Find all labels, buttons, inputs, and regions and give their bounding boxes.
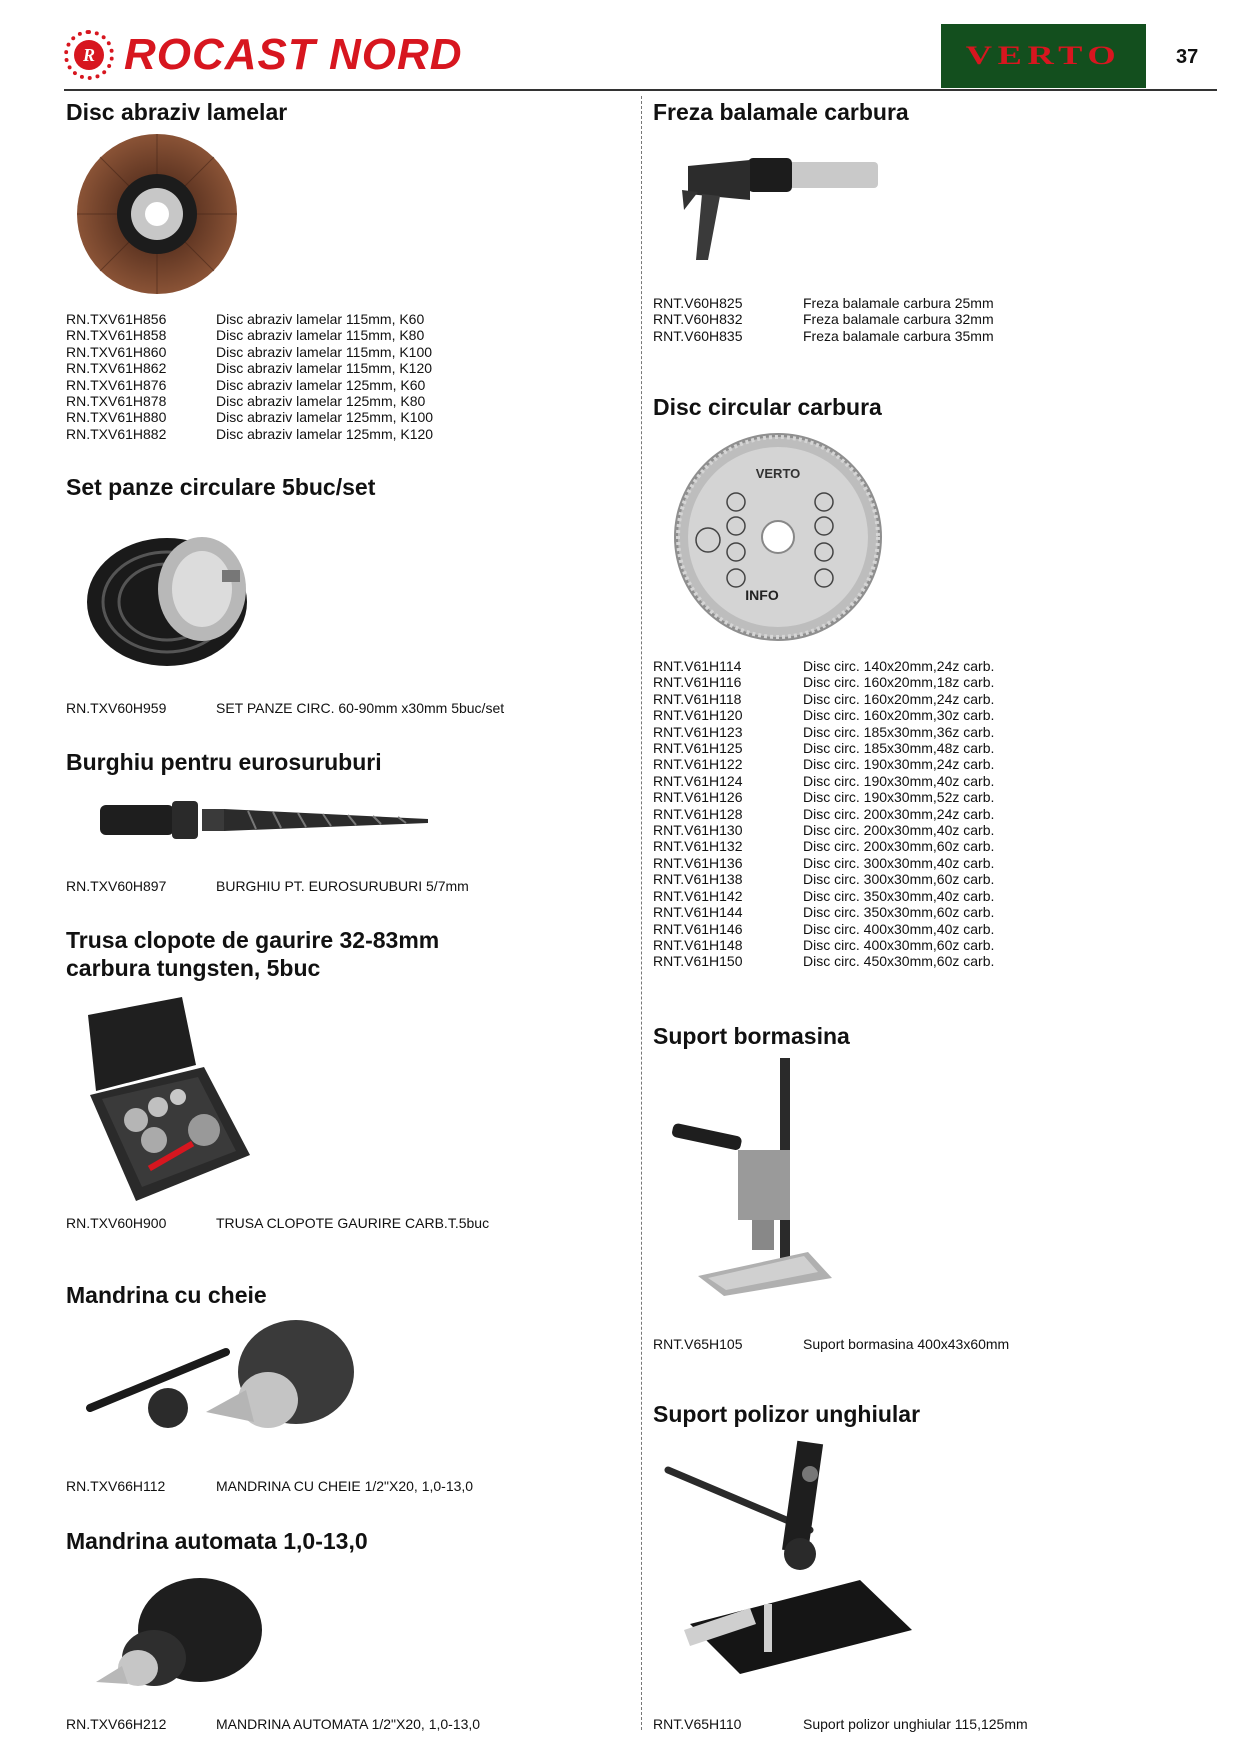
- item-desc: MANDRINA CU CHEIE 1/2"X20, 1,0-13,0: [216, 1478, 474, 1494]
- list-item: [653, 740, 994, 756]
- item-desc: Disc circ. 200x30mm,40z carb.: [803, 822, 995, 839]
- section-title-line2: carbura tungsten, 5buc: [66, 955, 321, 981]
- suport-polizor-list: [653, 1716, 1028, 1732]
- keyed-chuck-image: [86, 1312, 356, 1442]
- hole-saw-set-image: [82, 514, 252, 684]
- list-item: [653, 921, 994, 937]
- section-freza: [653, 98, 909, 126]
- section-disc-circular: [653, 393, 882, 421]
- item-code: RNT.V60H832: [653, 311, 743, 328]
- list-item: [653, 1716, 1028, 1732]
- item-desc: Disc circ. 140x20mm,24z carb.: [803, 658, 995, 674]
- list-item: [653, 937, 994, 953]
- item-desc: Freza balamale carbura 25mm: [803, 295, 994, 311]
- item-desc: Disc circ. 190x30mm,40z carb.: [803, 772, 995, 789]
- keyless-chuck-image: [92, 1578, 264, 1696]
- item-code: RNT.V61H123: [653, 723, 743, 740]
- item-desc: Disc circ. 160x20mm,18z carb.: [803, 674, 995, 691]
- drill-stand-image: [668, 1056, 834, 1296]
- item-code: RNT.V61H146: [653, 920, 743, 937]
- verto-logo: [941, 24, 1146, 88]
- trusa-list: [66, 1215, 489, 1231]
- item-code: RNT.V61H124: [653, 772, 743, 789]
- list-item: [66, 426, 433, 442]
- item-code: RN.TXV61H878: [66, 393, 167, 410]
- list-item: [653, 871, 994, 887]
- section-title: Mandrina cu cheie: [66, 1282, 267, 1308]
- list-item: [66, 344, 433, 360]
- list-item: [66, 409, 433, 425]
- rocast-logo-icon: [64, 30, 114, 80]
- section-mandrina-cheie: [66, 1281, 267, 1309]
- list-item: [653, 773, 994, 789]
- item-desc: Disc circ. 450x30mm,60z carb.: [803, 953, 995, 970]
- item-code: RN.TXV61H882: [66, 425, 167, 442]
- item-code: RNT.V61H122: [653, 756, 743, 773]
- section-disc-lamelar: [66, 98, 287, 126]
- disc-lamelar-list: [66, 311, 433, 442]
- item-desc: Disc circ. 190x30mm,24z carb.: [803, 756, 995, 773]
- list-item: [66, 1478, 473, 1494]
- item-code: RN.TXV66H112: [66, 1478, 166, 1494]
- item-code: RN.TXV61H876: [66, 376, 167, 393]
- item-code: RNT.V61H126: [653, 789, 743, 806]
- item-desc: TRUSA CLOPOTE GAURIRE CARB.T.5buc: [216, 1215, 490, 1231]
- list-item: [653, 674, 994, 690]
- flap-disc-image: [72, 131, 242, 297]
- list-item: [66, 1215, 489, 1231]
- section-title: Disc abraziv lamelar: [66, 99, 288, 125]
- list-item: [66, 327, 433, 343]
- item-code: RN.TXV61H856: [66, 311, 167, 327]
- list-item: [653, 888, 994, 904]
- item-code: RNT.V61H128: [653, 805, 743, 822]
- item-desc: Disc circ. 185x30mm,48z carb.: [803, 740, 995, 757]
- freza-list: [653, 295, 994, 344]
- item-desc: Disc circ. 160x20mm,24z carb.: [803, 690, 995, 707]
- section-title: Burghiu pentru eurosuruburi: [66, 749, 382, 775]
- item-desc: Disc abraziv lamelar 125mm, K120: [216, 425, 434, 442]
- item-desc: Disc circ. 200x30mm,24z carb.: [803, 805, 995, 822]
- item-code: RNT.V61H142: [653, 887, 743, 904]
- list-item: [66, 700, 504, 716]
- item-desc: Disc circ. 400x30mm,40z carb.: [803, 920, 995, 937]
- item-code: RNT.V65H110: [653, 1716, 742, 1732]
- list-item: [653, 806, 994, 822]
- brand-name: ROCAST NORD: [124, 30, 463, 79]
- item-code: RN.TXV60H897: [66, 878, 167, 894]
- brand-header: [64, 30, 463, 80]
- section-title: Suport bormasina: [653, 1023, 850, 1049]
- item-code: RNT.V61H125: [653, 740, 743, 757]
- list-item: [653, 1336, 1009, 1352]
- item-code: RNT.V65H105: [653, 1336, 743, 1352]
- item-desc: Disc abraziv lamelar 125mm, K100: [216, 409, 434, 426]
- list-item: [653, 658, 994, 674]
- item-code: RNT.V61H114: [653, 658, 742, 674]
- section-mandrina-automata: [66, 1527, 368, 1555]
- section-set-panze: [66, 473, 375, 501]
- list-item: [66, 311, 433, 327]
- burghiu-list: [66, 878, 469, 894]
- header-divider: [64, 89, 1217, 91]
- section-title: Mandrina automata 1,0-13,0: [66, 1528, 368, 1554]
- item-code: RN.TXV61H862: [66, 360, 167, 377]
- item-desc: Freza balamale carbura 32mm: [803, 311, 994, 328]
- item-desc: Suport bormasina 400x43x60mm: [803, 1336, 1010, 1352]
- set-panze-list: [66, 700, 504, 716]
- list-item: [66, 878, 469, 894]
- item-code: RNT.V61H150: [653, 953, 743, 970]
- item-desc: Disc circ. 160x20mm,30z carb.: [803, 707, 995, 724]
- verto-label: VERTO: [965, 41, 1122, 70]
- item-code: RNT.V61H118: [653, 690, 742, 707]
- section-title: Set panze circulare 5buc/set: [66, 474, 376, 500]
- list-item: [66, 360, 433, 376]
- disc-circular-list: [653, 658, 994, 970]
- saw-blade-image: [670, 430, 886, 644]
- item-code: RNT.V61H148: [653, 936, 743, 953]
- item-desc: Disc circ. 350x30mm,40z carb.: [803, 887, 995, 904]
- mandrina-automata-list: [66, 1716, 480, 1732]
- list-item: [66, 1716, 480, 1732]
- item-desc: Disc abraziv lamelar 115mm, K120: [216, 360, 433, 377]
- item-desc: Disc abraziv lamelar 125mm, K80: [216, 393, 426, 410]
- list-item: [66, 393, 433, 409]
- list-item: [653, 724, 994, 740]
- item-code: RN.TXV61H860: [66, 343, 167, 360]
- list-item: [653, 789, 994, 805]
- drill-bit-image: [98, 793, 430, 849]
- section-title-line1: Trusa clopote de gaurire 32-83mm: [66, 927, 440, 953]
- section-title: Suport polizor unghiular: [653, 1401, 921, 1427]
- item-desc: MANDRINA AUTOMATA 1/2"X20, 1,0-13,0: [216, 1716, 481, 1732]
- angle-grinder-stand-image: [660, 1434, 918, 1678]
- item-desc: BURGHIU PT. EUROSURUBURI 5/7mm: [216, 878, 469, 894]
- logo-letter: R: [74, 40, 104, 70]
- item-code: RNT.V61H120: [653, 707, 743, 724]
- page-number: 37: [1176, 46, 1199, 68]
- list-item: [66, 377, 433, 393]
- list-item: [653, 855, 994, 871]
- blade-info-text: INFO: [745, 587, 779, 603]
- item-code: RNT.V61H144: [653, 904, 743, 921]
- item-desc: Disc abraziv lamelar 115mm, K80: [216, 327, 425, 344]
- item-desc: Disc abraziv lamelar 125mm, K60: [216, 376, 426, 393]
- section-trusa: [66, 926, 439, 982]
- forstner-bit-image: [678, 150, 880, 270]
- item-code: RNT.V60H835: [653, 327, 743, 344]
- hole-saw-kit-image: [86, 995, 252, 1205]
- list-item: [653, 953, 994, 969]
- list-item: [653, 756, 994, 772]
- section-title: Freza balamale carbura: [653, 99, 909, 125]
- column-divider: [641, 96, 642, 1730]
- item-desc: Disc circ. 350x30mm,60z carb.: [803, 904, 995, 921]
- item-code: RN.TXV60H900: [66, 1215, 167, 1231]
- item-desc: Disc circ. 185x30mm,36z carb.: [803, 723, 995, 740]
- item-code: RNT.V60H825: [653, 295, 743, 311]
- item-desc: Disc abraziv lamelar 115mm, K100: [216, 343, 433, 360]
- item-code: RN.TXV61H858: [66, 327, 167, 344]
- blade-brand-text: VERTO: [755, 466, 801, 481]
- list-item: [653, 311, 994, 327]
- item-desc: Disc circ. 300x30mm,40z carb.: [803, 854, 995, 871]
- item-desc: Disc circ. 400x30mm,60z carb.: [803, 936, 995, 953]
- item-desc: Disc circ. 200x30mm,60z carb.: [803, 838, 995, 855]
- suport-bormasina-list: [653, 1336, 1009, 1352]
- section-title: Disc circular carbura: [653, 394, 882, 420]
- list-item: [653, 691, 994, 707]
- item-code: RNT.V61H136: [653, 854, 743, 871]
- section-burghiu: [66, 748, 382, 776]
- list-item: [653, 707, 994, 723]
- item-desc: Disc circ. 190x30mm,52z carb.: [803, 789, 995, 806]
- list-item: [653, 328, 994, 344]
- list-item: [653, 838, 994, 854]
- item-code: RN.TXV61H880: [66, 409, 167, 426]
- item-desc: Freza balamale carbura 35mm: [803, 327, 994, 344]
- section-suport-polizor: [653, 1400, 920, 1428]
- item-code: RN.TXV60H959: [66, 700, 167, 716]
- item-desc: Suport polizor unghiular 115,125mm: [803, 1716, 1028, 1732]
- item-desc: SET PANZE CIRC. 60-90mm x30mm 5buc/set: [216, 700, 505, 716]
- list-item: [653, 822, 994, 838]
- list-item: [653, 295, 994, 311]
- item-code: RNT.V61H132: [653, 838, 743, 855]
- item-code: RNT.V61H138: [653, 871, 743, 888]
- item-desc: Disc circ. 300x30mm,60z carb.: [803, 871, 995, 888]
- list-item: [653, 904, 994, 920]
- item-desc: Disc abraziv lamelar 115mm, K60: [216, 311, 425, 327]
- section-suport-bormasina: [653, 1022, 850, 1050]
- item-code: RNT.V61H116: [653, 674, 742, 691]
- item-code: RN.TXV66H212: [66, 1716, 167, 1732]
- item-code: RNT.V61H130: [653, 822, 743, 839]
- mandrina-cheie-list: [66, 1478, 473, 1494]
